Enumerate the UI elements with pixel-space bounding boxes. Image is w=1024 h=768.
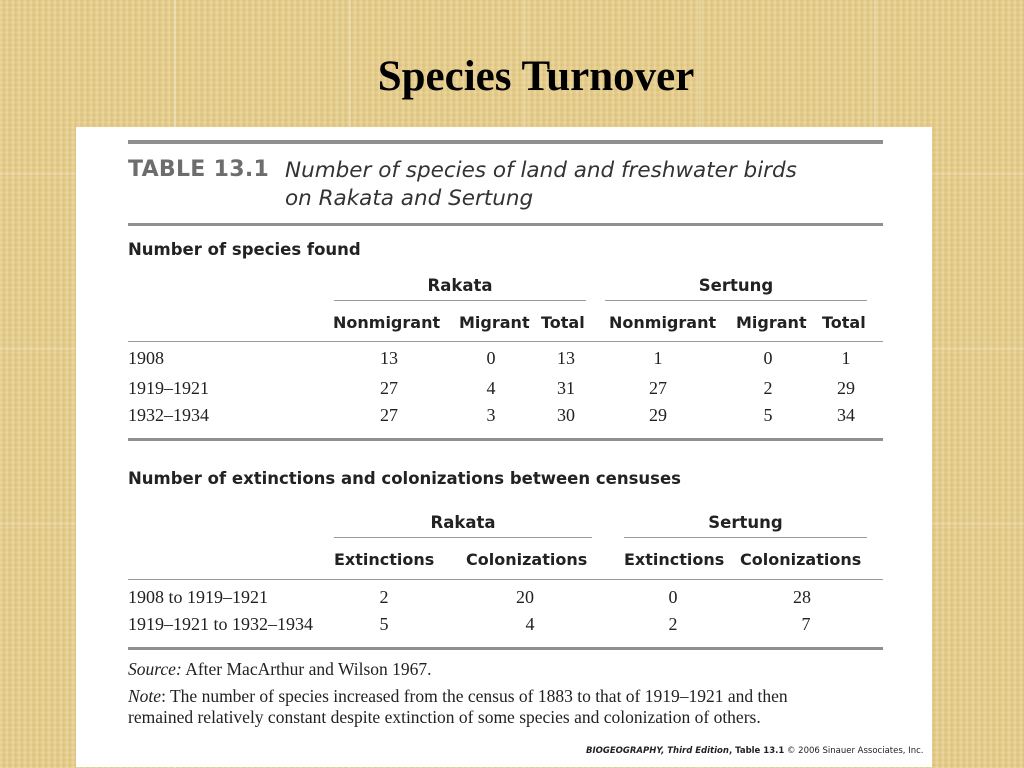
col-header-rakata-total: Total (541, 313, 585, 332)
group-header-rakata-2: Rakata (430, 513, 496, 532)
table-cell: 20 (516, 587, 534, 607)
col-header-sertung-migrant: Migrant (736, 313, 807, 332)
row-label: 1919–1921 to 1932–1934 (128, 614, 314, 634)
table-cell: 13 (380, 348, 398, 368)
group-rule-sertung-2 (624, 537, 867, 538)
table-title (285, 157, 845, 213)
table-title-line-2: on Rakata and Sertung (285, 186, 534, 211)
section-1-heading: Number of species found (128, 240, 361, 259)
credit-table: , Table 13.1 (728, 746, 785, 756)
credit-book: BIOGEOGRAPHY, Third Edition (586, 746, 729, 756)
table-cell: 27 (380, 405, 398, 425)
col-header-sertung-nonmigrant: Nonmigrant (609, 313, 717, 332)
source-text: After MacArthur and Wilson 1967. (185, 659, 432, 679)
table-cell: 0 (668, 587, 678, 607)
note-label: Note (128, 686, 162, 706)
group-rule-sertung (605, 300, 867, 301)
group-header-rakata: Rakata (427, 276, 493, 295)
table-cell: 28 (793, 587, 811, 607)
row-label: 1919–1921 (128, 378, 209, 398)
table-cell: 0 (763, 348, 773, 368)
table-title-line-1: Number of species of land and freshwater birds (285, 158, 797, 183)
slide-title: Species Turnover (377, 53, 695, 100)
table-cell: 5 (379, 614, 389, 634)
col-header-rakata-nonmigrant: Nonmigrant (333, 313, 441, 332)
source-line (128, 659, 432, 680)
table-cell: 2 (379, 587, 389, 607)
col-header-sertung-total: Total (822, 313, 866, 332)
table-cell: 31 (557, 378, 575, 398)
table-cell: 3 (486, 405, 496, 425)
table-cell: 7 (801, 614, 811, 634)
table-cell: 29 (837, 378, 855, 398)
source-label: Source: (128, 659, 182, 679)
title-rule (128, 223, 883, 226)
header-rule-1 (128, 341, 883, 342)
table-cell: 1 (653, 348, 663, 368)
col-header-rakata-migrant: Migrant (459, 313, 530, 332)
table-cell: 13 (557, 348, 575, 368)
table-figure (76, 127, 932, 767)
table-cell: 0 (486, 348, 496, 368)
table-cell: 27 (649, 378, 667, 398)
row-label: 1908 (128, 348, 164, 368)
table-cell: 4 (486, 378, 496, 398)
col-header-sertung-extinctions: Extinctions (624, 550, 725, 569)
table-cell: 27 (380, 378, 398, 398)
table-cell: 2 (668, 614, 678, 634)
table-cell: 34 (837, 405, 855, 425)
section-1-bottom-rule (128, 438, 883, 441)
group-rule-rakata (334, 300, 586, 301)
note-text-line-1: : The number of species increased from the census of 1883 to that of 1919–1921 and then (161, 686, 788, 706)
note-text-line-2: remained relatively constant despite extinction of some species and colonization of others. (128, 707, 761, 727)
group-rule-rakata-2 (334, 537, 592, 538)
col-header-sertung-colonizations: Colonizations (740, 550, 862, 569)
table-cell: 5 (763, 405, 773, 425)
col-header-rakata-colonizations: Colonizations (466, 550, 588, 569)
top-rule (128, 140, 883, 144)
credit-line (586, 746, 923, 756)
table-cell: 4 (525, 614, 535, 634)
row-label: 1908 to 1919–1921 (128, 587, 269, 607)
section-2-heading: Number of extinctions and colonizations between censuses (128, 469, 681, 488)
table-cell: 1 (841, 348, 851, 368)
table-cell: 29 (649, 405, 667, 425)
group-header-sertung-2: Sertung (708, 513, 783, 532)
col-header-rakata-extinctions: Extinctions (334, 550, 435, 569)
note (128, 686, 788, 728)
section-2-bottom-rule (128, 647, 883, 650)
group-header-sertung: Sertung (698, 276, 774, 295)
table-cell: 30 (557, 405, 575, 425)
table-label: TABLE 13.1 (128, 157, 270, 182)
credit-copyright: © 2006 Sinauer Associates, Inc. (786, 746, 924, 756)
row-label: 1932–1934 (128, 405, 209, 425)
header-rule-2 (128, 579, 883, 580)
table-cell: 2 (763, 378, 773, 398)
